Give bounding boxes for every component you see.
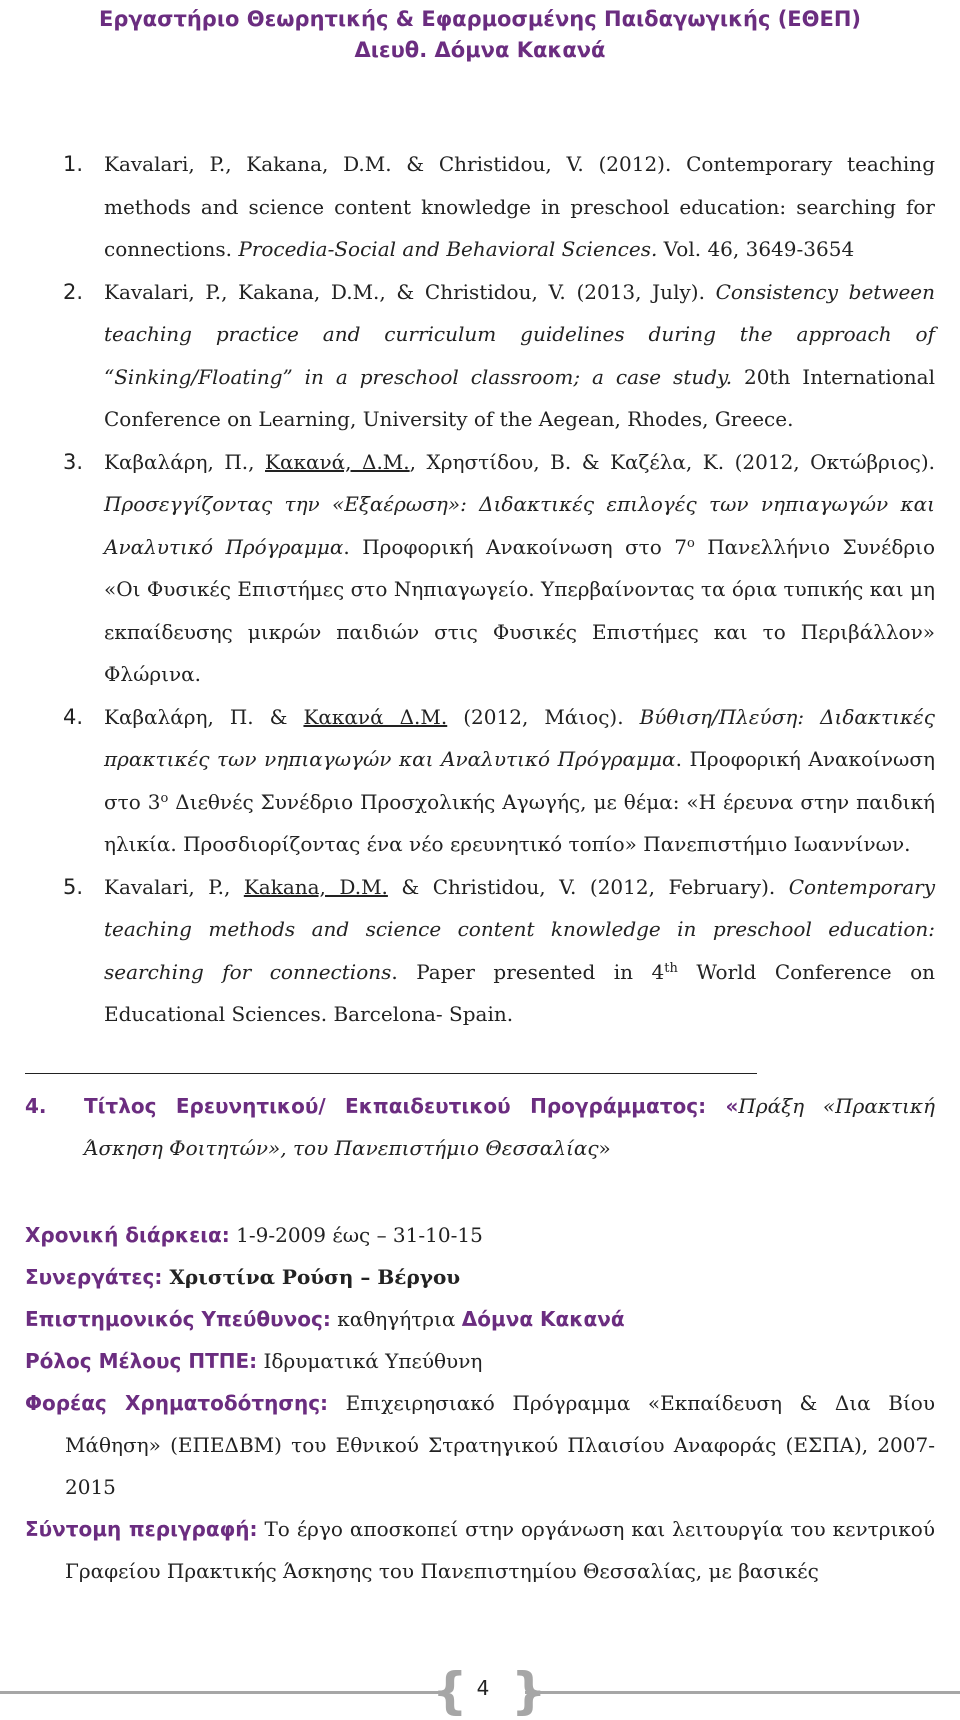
publication-authors-rest: , Χρηστίδου, Β. & Καζέλα, Κ. (2012, Οκτώβριος). [409,449,936,474]
ordinal-suffix: ο [160,790,169,806]
footer-rule-right [525,1691,960,1694]
publication-authors-rest: (2012, Μάιος). [447,704,640,729]
publication-venue-rest: Διεθνές Συνέδριο Προσχολικής Αγωγής, με θέμα: «Η έρευνα στην παιδική ηλικία. Προσδιορίζοντας ένα νέο ερευνητικό τοπίο» Πανεπιστήμιο Ιωαννίνων. [104,789,935,856]
program-section [25,1085,935,1169]
publication-venue-rest: World Conference on Educational Sciences. Barcelona- Spain. [104,959,936,1026]
footer-rule-left [0,1691,440,1694]
program-details [25,1214,935,1592]
field-duration [25,1214,935,1256]
publication-authors: Kavalari, P., Kakana, D.M. & Christidou, V. (2012). Contemporary teaching methods and science content knowledge in preschool education: searching for connections. [104,152,935,261]
field-label: Χρονική διάρκεια: [25,1223,230,1247]
field-value: Χριστίνα Ρούση – Βέργου [162,1265,461,1289]
field-value: Το έργο αποσκοπεί στην οργάνωση και λειτουργία του κεντρικού Γραφείου Πρακτικής Άσκησης του Πανεπιστημίου Θεσσαλίας, με βασικές [65,1517,935,1583]
publication-authors: Καβαλάρη, Π., [104,449,265,474]
quote-close: » [598,1136,611,1160]
field-label: Επιστημονικός Υπεύθυνος: [25,1307,331,1331]
publication-item [57,866,935,1036]
publication-item [57,696,935,866]
publication-author-highlight: Kakana, D.M. [243,874,388,899]
publication-item [57,441,935,696]
footer-brace-right: } [511,1662,547,1720]
publication-author-highlight: Κακανά Δ.Μ. [303,704,448,729]
publication-venue-rest: Πανελλήνιο Συνέδριο «Οι Φυσικές Επιστήμες στο Νηπιαγωγείο. Υπερβαίνοντας τα όρια τυπικής και μη εκπαίδευσης μικρών παιδιών στις Φυσικές Επιστήμες και το Περιβάλλον» Φλώρινα. [104,534,935,686]
publication-title: Consistency between teaching practice and curriculum guidelines during the approach of “Sinking/Floating” in a preschool classroom; a case study. [104,279,936,389]
publication-authors: Καβαλάρη, Π. & [104,704,304,729]
publication-title: Προσεγγίζοντας την «Εξαέρωση»: Διδακτικές επιλογές των νηπιαγωγών και Αναλυτικό Πρόγραμμα [104,492,935,559]
field-label: Ρόλος Μέλους ΠΤΠΕ: [25,1349,258,1373]
publication-authors-rest: & Christidou, V. (2012, February). [387,874,789,899]
publication-author-highlight: Κακανά, Δ.Μ. [265,449,410,474]
list-number: 4. [63,704,84,729]
field-value: Επιχειρησιακό Πρόγραμμα «Εκπαίδευση & Δια Βίου Μάθηση» (ΕΠΕΔΒΜ) του Εθνικού Στρατηγικού Πλαισίου Αναφοράς (ΕΣΠΑ), 2007-2015 [65,1391,935,1499]
publication-authors: Kavalari, P., [104,874,244,899]
field-role [25,1340,935,1382]
field-funding [25,1382,935,1508]
field-value: καθηγήτρια [330,1307,462,1331]
page-number: 4 [476,1676,490,1700]
list-number: 1. [63,152,84,176]
field-value: 1-9-2009 έως – 31-10-15 [229,1223,483,1247]
ordinal-suffix: ο [686,535,695,551]
publication-venue: Vol. 46, 3649-3654 [657,237,855,261]
section-heading [25,1085,935,1169]
footer-brace-left: { [432,1662,468,1720]
section-label: Τίτλος Ερευνητικού/ Εκπαιδευτικού Προγράμματος: [84,1094,707,1118]
field-partners [25,1256,935,1298]
field-label: Φορέας Χρηματοδότησης: [25,1391,329,1415]
section-number: 4. [25,1094,47,1118]
list-number: 5. [63,874,84,899]
program-title: Πράξη «Πρακτική Άσκηση Φοιτητών», του Πανεπιστήμιο Θεσσαλίας [84,1094,935,1160]
ordinal-suffix: th [664,960,678,976]
publication-item [57,271,935,441]
supervisor-name: Δόμνα Κακανά [461,1307,625,1331]
publication-title: Βύθιση/Πλεύση: Διδακτικές πρακτικές των νηπιαγωγών και Αναλυτικό Πρόγραμμα [104,704,935,771]
publication-authors: Kavalari, P., Kakana, D.M., & Christidou, V. (2013, July). [104,279,716,304]
page-header [0,4,960,66]
publication-item [57,143,935,271]
publication-title: Contemporary teaching methods and science content knowledge in preschool education: searching for connections [104,874,935,984]
field-value: Ιδρυματικά Υπεύθυνη [257,1349,483,1373]
field-summary [25,1508,935,1592]
publication-venue: . Προφορική Ανακοίνωση στο 3 [104,747,935,814]
publications-list [57,143,935,1036]
publication-venue: 20th International Conference on Learning, University of the Aegean, Rhodes, Greece. [104,364,935,431]
section-divider [25,1073,757,1074]
header-lab-name: Εργαστήριο Θεωρητικής & Εφαρμοσμένης Παιδαγωγικής (ΕΘΕΠ) [98,7,862,31]
list-number: 3. [63,449,84,474]
header-director: Διευθ. Δόμνα Κακανά [354,38,606,62]
publication-venue: . Paper presented in 4 [391,959,665,984]
publication-venue: . Προφορική Ανακοίνωση στο 7 [343,534,687,559]
list-number: 2. [63,279,84,304]
quote-open: « [706,1094,739,1118]
field-label: Συνεργάτες: [25,1265,163,1289]
field-supervisor [25,1298,935,1340]
publication-title: Procedia-Social and Behavioral Sciences. [238,237,658,261]
field-label: Σύντομη περιγραφή: [25,1517,258,1541]
